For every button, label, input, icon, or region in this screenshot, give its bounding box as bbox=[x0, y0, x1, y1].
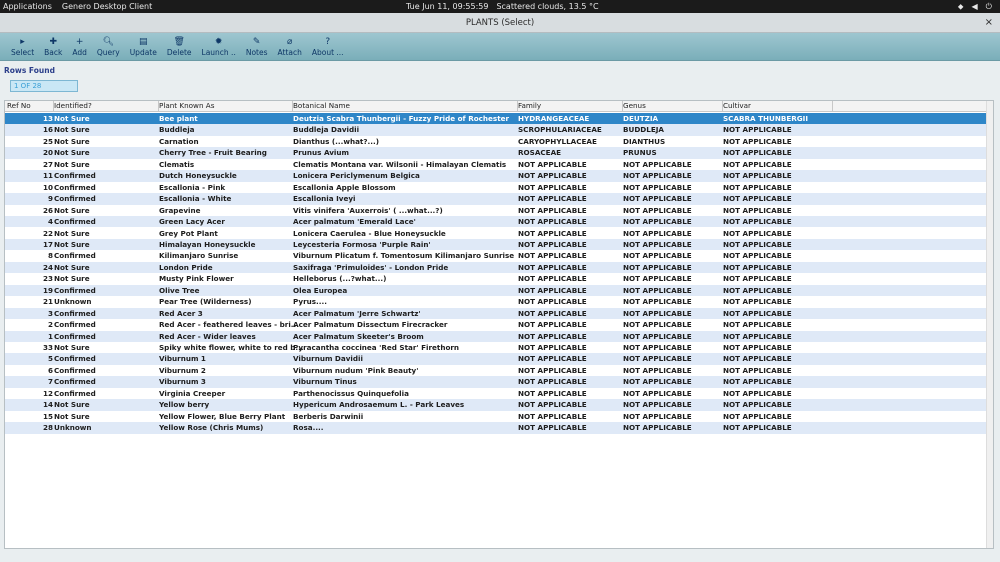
table-cell: Vitis vinifera 'Auxerrois' ( ...what...?) bbox=[293, 205, 443, 215]
column-header[interactable]: Cultivar bbox=[723, 101, 751, 110]
table-cell: Pear Tree (Wilderness) bbox=[159, 297, 252, 307]
table-cell: Buddleja bbox=[159, 125, 195, 135]
table-row[interactable] bbox=[5, 124, 988, 135]
table-cell: Clematis Montana var. Wilsonii - Himalayan Clematis bbox=[293, 159, 507, 169]
table-row[interactable] bbox=[5, 376, 988, 387]
table-cell: Confirmed bbox=[54, 320, 96, 330]
table-cell: NOT APPLICABLE bbox=[623, 182, 692, 192]
table-cell: 13 bbox=[42, 114, 53, 123]
table-row[interactable] bbox=[5, 273, 988, 284]
table-cell: Red Acer 3 bbox=[159, 308, 203, 318]
table-cell: 8 bbox=[47, 251, 53, 261]
back-icon: ✚ bbox=[49, 37, 58, 47]
table-cell: Berberis Darwinii bbox=[293, 411, 364, 421]
table-cell: NOT APPLICABLE bbox=[518, 159, 587, 169]
table-row[interactable] bbox=[5, 365, 988, 376]
table-row[interactable] bbox=[5, 170, 988, 181]
table-cell: Confirmed bbox=[54, 388, 96, 398]
back-button[interactable] bbox=[39, 33, 67, 60]
table-row[interactable] bbox=[5, 285, 988, 296]
table-cell: 3 bbox=[47, 308, 53, 318]
table-cell: SCROPHULARIACEAE bbox=[518, 125, 602, 135]
table-cell: NOT APPLICABLE bbox=[723, 171, 792, 181]
table-cell: Cherry Tree - Fruit Bearing bbox=[159, 148, 267, 158]
table-cell: SCABRA THUNBERGII bbox=[723, 114, 809, 123]
table-cell: NOT APPLICABLE bbox=[723, 262, 792, 272]
table-cell: Not Sure bbox=[54, 343, 90, 352]
table-cell: HYDRANGEACEAE bbox=[518, 114, 590, 123]
table-row[interactable] bbox=[5, 205, 988, 216]
column-header[interactable]: Family bbox=[518, 101, 542, 110]
table-cell: Dutch Honeysuckle bbox=[159, 171, 237, 181]
table-cell: Saxifraga 'Primuloides' - London Pride bbox=[293, 262, 449, 272]
table-header bbox=[5, 101, 993, 112]
table-cell: 10 bbox=[42, 182, 53, 192]
table-cell: NOT APPLICABLE bbox=[723, 377, 792, 387]
table-cell: Kilimanjaro Sunrise bbox=[159, 251, 239, 261]
table-cell: NOT APPLICABLE bbox=[623, 423, 692, 433]
table-row[interactable] bbox=[5, 250, 988, 261]
table-cell: Not Sure bbox=[54, 400, 90, 410]
table-cell: Red Acer - feathered leaves - bri... bbox=[159, 320, 299, 330]
table-cell: Bee plant bbox=[159, 114, 198, 123]
table-cell: NOT APPLICABLE bbox=[623, 331, 692, 341]
table-cell: NOT APPLICABLE bbox=[623, 343, 692, 352]
table-cell: NOT APPLICABLE bbox=[723, 354, 792, 364]
table-cell: Escallonia Iveyi bbox=[293, 194, 356, 204]
table-cell: Not Sure bbox=[54, 125, 90, 135]
power-icon[interactable]: ⏻ bbox=[985, 2, 992, 11]
table-cell: Escallonia Apple Blossom bbox=[293, 182, 396, 192]
table-cell: 19 bbox=[42, 285, 53, 295]
table-cell: NOT APPLICABLE bbox=[723, 400, 792, 410]
select-button[interactable] bbox=[6, 33, 39, 60]
toolbar-label: Notes bbox=[245, 48, 268, 57]
window-titlebar bbox=[0, 13, 1000, 33]
table-cell: London Pride bbox=[159, 262, 213, 272]
table-cell: PRUNUS bbox=[623, 148, 657, 158]
table-cell: Not Sure bbox=[54, 411, 90, 421]
table-cell: Confirmed bbox=[54, 365, 96, 375]
table-cell: NOT APPLICABLE bbox=[723, 331, 792, 341]
table-cell: Confirmed bbox=[54, 377, 96, 387]
table-cell: Not Sure bbox=[54, 114, 90, 123]
table-cell: Viburnum Tinus bbox=[293, 377, 357, 387]
table-row[interactable] bbox=[5, 353, 988, 364]
table-row[interactable] bbox=[5, 308, 988, 319]
table-cell: Parthenocissus Quinquefolia bbox=[293, 388, 409, 398]
table-cell: NOT APPLICABLE bbox=[623, 205, 692, 215]
table-cell: Viburnum 2 bbox=[159, 365, 206, 375]
table-cell: NOT APPLICABLE bbox=[518, 354, 587, 364]
vertical-scrollbar[interactable] bbox=[986, 101, 993, 548]
table-cell: NOT APPLICABLE bbox=[518, 251, 587, 261]
table-cell: NOT APPLICABLE bbox=[623, 354, 692, 364]
table-cell: NOT APPLICABLE bbox=[723, 182, 792, 192]
table-cell: Viburnum Davidii bbox=[293, 354, 363, 364]
table-cell: Escallonia - White bbox=[159, 194, 232, 204]
table-row[interactable] bbox=[5, 228, 988, 239]
table-cell: NOT APPLICABLE bbox=[518, 423, 587, 433]
toolbar-label: Query bbox=[96, 48, 120, 57]
table-cell: 21 bbox=[42, 297, 53, 307]
table-cell: Olea Europea bbox=[293, 285, 348, 295]
delete-button[interactable] bbox=[162, 33, 197, 60]
table-cell: Grey Pot Plant bbox=[159, 228, 218, 238]
table-cell: NOT APPLICABLE bbox=[623, 194, 692, 204]
table-cell: NOT APPLICABLE bbox=[518, 297, 587, 307]
toolbar-label: Back bbox=[44, 48, 63, 57]
column-separator[interactable] bbox=[722, 101, 723, 112]
table-cell: Deutzia Scabra Thunbergii - Fuzzy Pride of Rochester bbox=[293, 114, 510, 123]
table-cell: Not Sure bbox=[54, 148, 90, 158]
table-row[interactable] bbox=[5, 216, 988, 227]
table-cell: NOT APPLICABLE bbox=[623, 239, 692, 249]
update-icon: ▤ bbox=[139, 37, 148, 47]
table-cell: NOT APPLICABLE bbox=[518, 171, 587, 181]
table-cell: Grapevine bbox=[159, 205, 201, 215]
delete-icon: 🗑︎ bbox=[173, 37, 185, 47]
table-cell: Hypericum Androsaemum L. - Park Leaves bbox=[293, 400, 465, 410]
table-cell: NOT APPLICABLE bbox=[623, 411, 692, 421]
table-cell: NOT APPLICABLE bbox=[723, 159, 792, 169]
table-cell: 9 bbox=[47, 194, 53, 204]
system-top-bar bbox=[0, 0, 1000, 13]
table-cell: 14 bbox=[42, 400, 53, 410]
applications-menu[interactable]: Applications bbox=[3, 2, 52, 11]
table-cell: NOT APPLICABLE bbox=[723, 365, 792, 375]
notes-button[interactable] bbox=[241, 33, 273, 60]
table-cell: CARYOPHYLLACEAE bbox=[518, 136, 597, 146]
table-cell: NOT APPLICABLE bbox=[518, 343, 587, 352]
table-cell: NOT APPLICABLE bbox=[723, 148, 792, 158]
table-cell: NOT APPLICABLE bbox=[518, 388, 587, 398]
table-cell: Green Lacy Acer bbox=[159, 217, 225, 227]
table-cell: Yellow Rose (Chris Mums) bbox=[159, 423, 264, 433]
table-cell: Olive Tree bbox=[159, 285, 200, 295]
table-cell: Acer Palmatum Skeeter's Broom bbox=[293, 331, 424, 341]
toolbar-label: About ... bbox=[311, 48, 344, 57]
column-separator[interactable] bbox=[832, 101, 833, 112]
toolbar-label: Add bbox=[72, 48, 87, 57]
column-header[interactable]: Genus bbox=[623, 101, 646, 110]
table-cell: NOT APPLICABLE bbox=[518, 262, 587, 272]
table-cell: 23 bbox=[42, 274, 53, 284]
table-cell: NOT APPLICABLE bbox=[518, 217, 587, 227]
table-cell: 33 bbox=[42, 343, 53, 352]
column-header[interactable]: Botanical Name bbox=[293, 101, 350, 110]
table-row[interactable] bbox=[5, 342, 988, 353]
table-cell: NOT APPLICABLE bbox=[723, 411, 792, 421]
table-row[interactable] bbox=[5, 182, 988, 193]
table-row[interactable] bbox=[5, 239, 988, 250]
table-cell: Confirmed bbox=[54, 194, 96, 204]
table-cell: 1 bbox=[47, 331, 53, 341]
table-cell: Confirmed bbox=[54, 354, 96, 364]
table-cell: Escallonia - Pink bbox=[159, 182, 226, 192]
column-header[interactable]: Ref No bbox=[7, 101, 31, 110]
table-cell: 22 bbox=[42, 228, 53, 238]
table-cell: NOT APPLICABLE bbox=[623, 274, 692, 284]
table-cell: NOT APPLICABLE bbox=[623, 297, 692, 307]
table-cell: NOT APPLICABLE bbox=[723, 205, 792, 215]
select-icon: ▸ bbox=[20, 37, 25, 47]
toolbar bbox=[0, 33, 1000, 61]
column-header[interactable]: Identified? bbox=[54, 101, 92, 110]
about-icon: ? bbox=[325, 37, 331, 47]
table-cell: NOT APPLICABLE bbox=[623, 365, 692, 375]
table-row[interactable] bbox=[5, 147, 988, 158]
table-cell: 24 bbox=[42, 262, 53, 272]
table-row[interactable] bbox=[5, 388, 988, 399]
notes-icon: ✎ bbox=[252, 37, 261, 47]
table-cell: 20 bbox=[42, 148, 53, 158]
table-cell: 6 bbox=[47, 365, 53, 375]
table-cell: Acer palmatum 'Emerald Lace' bbox=[293, 217, 416, 227]
table-cell: NOT APPLICABLE bbox=[723, 239, 792, 249]
app-menu[interactable]: Genero Desktop Client bbox=[61, 2, 153, 11]
table-cell: Carnation bbox=[159, 136, 199, 146]
table-cell: NOT APPLICABLE bbox=[623, 308, 692, 318]
table-cell: NOT APPLICABLE bbox=[518, 228, 587, 238]
column-separator[interactable] bbox=[158, 101, 159, 112]
column-separator[interactable] bbox=[53, 101, 54, 112]
table-row[interactable] bbox=[5, 296, 988, 307]
table-cell: 7 bbox=[47, 377, 53, 387]
table-cell: NOT APPLICABLE bbox=[623, 217, 692, 227]
table-cell: NOT APPLICABLE bbox=[723, 228, 792, 238]
table-cell: Not Sure bbox=[54, 205, 90, 215]
column-separator[interactable] bbox=[292, 101, 293, 112]
table-cell: Dianthus (...what?...) bbox=[293, 136, 380, 146]
table-cell: 15 bbox=[42, 411, 53, 421]
table-cell: NOT APPLICABLE bbox=[723, 388, 792, 398]
about-button[interactable] bbox=[307, 33, 349, 60]
table-row[interactable] bbox=[5, 411, 988, 422]
toolbar-label: Launch .. bbox=[201, 48, 236, 57]
table-cell: NOT APPLICABLE bbox=[623, 159, 692, 169]
table-cell: BUDDLEJA bbox=[623, 125, 664, 135]
table-row[interactable] bbox=[5, 159, 988, 170]
table-cell: 28 bbox=[42, 423, 53, 433]
table-cell: 4 bbox=[47, 217, 53, 227]
table-row[interactable] bbox=[5, 331, 988, 342]
table-cell: NOT APPLICABLE bbox=[623, 377, 692, 387]
table-row[interactable] bbox=[5, 136, 988, 147]
attach-icon: ⌀ bbox=[286, 37, 293, 47]
table-cell: 25 bbox=[42, 136, 53, 146]
network-icon[interactable]: ⬥ bbox=[957, 2, 964, 11]
table-cell: Viburnum nudum 'Pink Beauty' bbox=[293, 365, 419, 375]
table-cell: NOT APPLICABLE bbox=[623, 388, 692, 398]
table-cell: NOT APPLICABLE bbox=[518, 331, 587, 341]
table-cell: NOT APPLICABLE bbox=[623, 262, 692, 272]
launch-button[interactable] bbox=[197, 33, 241, 60]
table-row[interactable] bbox=[5, 319, 988, 330]
window-title: PLANTS (Select) bbox=[465, 18, 535, 28]
table-cell: NOT APPLICABLE bbox=[723, 343, 792, 352]
table-cell: Not Sure bbox=[54, 262, 90, 272]
table-cell: Viburnum Plicatum f. Tomentosum Kilimanjaro Sunrise bbox=[293, 251, 515, 261]
weather: Scattered clouds, 13.5 °C bbox=[496, 2, 599, 11]
table-cell: NOT APPLICABLE bbox=[723, 308, 792, 318]
table-cell: Helleborus (...?what...) bbox=[293, 274, 387, 284]
table-cell: Not Sure bbox=[54, 228, 90, 238]
clock[interactable]: Tue Jun 11, 09:55:59 bbox=[406, 2, 489, 11]
toolbar-label: Select bbox=[11, 48, 35, 57]
table-cell: Spiky white flower, white to red b... bbox=[159, 343, 304, 352]
table-cell: NOT APPLICABLE bbox=[623, 285, 692, 295]
table-cell: Prunus Avium bbox=[293, 148, 350, 158]
table-cell: NOT APPLICABLE bbox=[518, 308, 587, 318]
table-cell: Not Sure bbox=[54, 159, 90, 169]
table-row[interactable] bbox=[5, 193, 988, 204]
table-row[interactable] bbox=[5, 399, 988, 410]
table-cell: Lonicera Caerulea - Blue Honeysuckle bbox=[293, 228, 446, 238]
launch-icon: ✹ bbox=[214, 37, 223, 47]
toolbar-label: Delete bbox=[166, 48, 192, 57]
table-cell: DIANTHUS bbox=[623, 136, 666, 146]
table-cell: 5 bbox=[47, 354, 53, 364]
add-button[interactable] bbox=[67, 33, 92, 60]
table-cell: NOT APPLICABLE bbox=[518, 182, 587, 192]
table-cell: 2 bbox=[47, 320, 53, 330]
table-cell: Confirmed bbox=[54, 308, 96, 318]
table-cell: NOT APPLICABLE bbox=[623, 400, 692, 410]
table-cell: NOT APPLICABLE bbox=[723, 423, 792, 433]
table-cell: Viburnum 3 bbox=[159, 377, 206, 387]
table-cell: Not Sure bbox=[54, 274, 90, 284]
table-cell: Confirmed bbox=[54, 331, 96, 341]
table-cell: Yellow berry bbox=[159, 400, 210, 410]
volume-icon[interactable]: ◀ bbox=[971, 2, 978, 11]
table-cell: NOT APPLICABLE bbox=[723, 274, 792, 284]
table-cell: NOT APPLICABLE bbox=[518, 285, 587, 295]
table-row[interactable] bbox=[5, 262, 988, 273]
table-cell: 17 bbox=[42, 239, 53, 249]
update-button[interactable] bbox=[125, 33, 162, 60]
table-cell: NOT APPLICABLE bbox=[623, 251, 692, 261]
table-row[interactable] bbox=[5, 422, 988, 433]
table-cell: NOT APPLICABLE bbox=[518, 411, 587, 421]
table-cell: Pyracantha coccinea 'Red Star' Firethorn bbox=[293, 343, 460, 352]
table-cell: NOT APPLICABLE bbox=[623, 320, 692, 330]
table-cell: NOT APPLICABLE bbox=[623, 171, 692, 181]
table-cell: NOT APPLICABLE bbox=[723, 136, 792, 146]
table-cell: Virginia Creeper bbox=[159, 388, 226, 398]
table-cell: Yellow Flower, Blue Berry Plant bbox=[159, 411, 286, 421]
table-cell: NOT APPLICABLE bbox=[723, 297, 792, 307]
add-icon: + bbox=[75, 37, 84, 47]
table-row[interactable] bbox=[5, 113, 988, 124]
table-cell: Leycesteria Formosa 'Purple Rain' bbox=[293, 239, 431, 249]
close-icon[interactable]: × bbox=[984, 17, 993, 28]
query-icon: 🔍︎ bbox=[102, 37, 114, 47]
table-cell: NOT APPLICABLE bbox=[518, 400, 587, 410]
table-cell: 11 bbox=[42, 171, 53, 181]
table-cell: NOT APPLICABLE bbox=[518, 205, 587, 215]
table-cell: NOT APPLICABLE bbox=[723, 320, 792, 330]
table-cell: Clematis bbox=[159, 159, 195, 169]
table-cell: Red Acer - Wider leaves bbox=[159, 331, 256, 341]
table-cell: NOT APPLICABLE bbox=[518, 274, 587, 284]
table-cell: NOT APPLICABLE bbox=[623, 228, 692, 238]
table-cell: Confirmed bbox=[54, 217, 96, 227]
table-cell: Confirmed bbox=[54, 285, 96, 295]
table-cell: Confirmed bbox=[54, 182, 96, 192]
table-cell: 12 bbox=[42, 388, 53, 398]
table-cell: NOT APPLICABLE bbox=[723, 285, 792, 295]
table-cell: NOT APPLICABLE bbox=[723, 251, 792, 261]
table-cell: Confirmed bbox=[54, 171, 96, 181]
table-cell: Buddleja Davidii bbox=[293, 125, 360, 135]
table-cell: Confirmed bbox=[54, 251, 96, 261]
table-cell: Unknown bbox=[54, 423, 92, 433]
toolbar-label: Attach bbox=[277, 48, 302, 57]
table-cell: NOT APPLICABLE bbox=[518, 239, 587, 249]
query-button[interactable] bbox=[92, 33, 125, 60]
plants-table bbox=[4, 100, 994, 549]
table-cell: Musty Pink Flower bbox=[159, 274, 234, 284]
table-cell: 26 bbox=[42, 205, 53, 215]
column-header[interactable]: Plant Known As bbox=[159, 101, 215, 110]
table-cell: Not Sure bbox=[54, 239, 90, 249]
table-cell: Himalayan Honeysuckle bbox=[159, 239, 256, 249]
table-cell: Rosa.... bbox=[293, 423, 324, 433]
table-cell: Viburnum 1 bbox=[159, 354, 206, 364]
rows-found-label: Rows Found bbox=[4, 66, 55, 75]
table-cell: NOT APPLICABLE bbox=[723, 217, 792, 227]
table-cell: NOT APPLICABLE bbox=[518, 365, 587, 375]
attach-button[interactable] bbox=[273, 33, 307, 60]
table-cell: 27 bbox=[42, 159, 53, 169]
table-cell: ROSACEAE bbox=[518, 148, 562, 158]
table-cell: Unknown bbox=[54, 297, 92, 307]
table-cell: Acer Palmatum Dissectum Firecracker bbox=[293, 320, 448, 330]
table-cell: Acer Palmatum 'Jerre Schwartz' bbox=[293, 308, 421, 318]
table-cell: Lonicera Periclymenum Belgica bbox=[293, 171, 420, 181]
column-separator[interactable] bbox=[622, 101, 623, 112]
table-cell: NOT APPLICABLE bbox=[518, 377, 587, 387]
column-separator[interactable] bbox=[517, 101, 518, 112]
table-cell: NOT APPLICABLE bbox=[518, 320, 587, 330]
table-cell: NOT APPLICABLE bbox=[518, 194, 587, 204]
table-cell: 16 bbox=[42, 125, 53, 135]
table-cell: Not Sure bbox=[54, 136, 90, 146]
toolbar-label: Update bbox=[129, 48, 157, 57]
table-cell: NOT APPLICABLE bbox=[723, 125, 792, 135]
table-cell: DEUTZIA bbox=[623, 114, 659, 123]
rows-counter: 1 OF 28 bbox=[10, 80, 78, 92]
table-cell: Pyrus.... bbox=[293, 297, 327, 307]
table-cell: NOT APPLICABLE bbox=[723, 194, 792, 204]
